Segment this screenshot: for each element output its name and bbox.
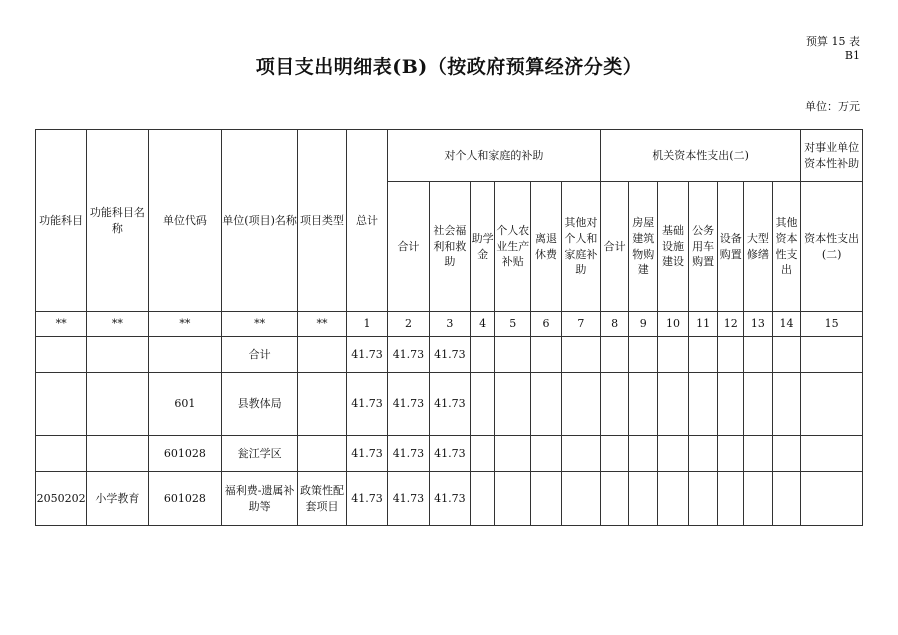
personal-total-cell: 41.73 <box>387 373 429 436</box>
expenditure-table <box>35 129 863 526</box>
func-code-cell <box>36 337 87 373</box>
total-cell: 41.73 <box>347 472 388 526</box>
header-project-type: 项目类型 <box>297 130 346 312</box>
header-other-capital: 其他资本性支出 <box>772 182 801 312</box>
header-equipment: 设备购置 <box>718 182 744 312</box>
func-code-cell <box>36 436 87 472</box>
social-welfare-cell: 41.73 <box>429 373 470 436</box>
social-welfare-cell: 41.73 <box>429 337 470 373</box>
table-row <box>36 472 863 526</box>
header-personal-total: 合计 <box>387 182 429 312</box>
header-infrastructure: 基础设施建设 <box>658 182 689 312</box>
header-group-enterprise: 对事业单位资本性补助 <box>801 130 863 182</box>
func-code-cell: 2050202 <box>36 472 87 526</box>
project-type-cell <box>297 373 346 436</box>
social-welfare-cell: 41.73 <box>429 472 470 526</box>
header-total: 总计 <box>347 130 388 312</box>
header-social-welfare: 社会福利和救助 <box>429 182 470 312</box>
index-cell: 11 <box>688 312 718 337</box>
header-building: 房屋建筑物购建 <box>629 182 658 312</box>
header-group-capital: 机关资本性支出(二) <box>600 130 801 182</box>
func-name-cell <box>87 373 148 436</box>
index-cell: ** <box>87 312 148 337</box>
unit-code-cell <box>148 337 222 373</box>
unit-code-cell: 601 <box>148 373 222 436</box>
table-code: 预算 15 表 B1 <box>806 35 860 62</box>
header-group-personal: 对个人和家庭的补助 <box>387 130 600 182</box>
index-cell: ** <box>148 312 222 337</box>
project-type-cell: 政策性配套项目 <box>297 472 346 526</box>
unit-code-cell: 601028 <box>148 436 222 472</box>
index-cell: 8 <box>600 312 629 337</box>
project-type-cell <box>297 337 346 373</box>
table-row <box>36 436 863 472</box>
index-cell: 14 <box>772 312 801 337</box>
header-func-code: 功能科目 <box>36 130 87 312</box>
personal-total-cell: 41.73 <box>387 337 429 373</box>
index-cell: 5 <box>495 312 531 337</box>
table-row <box>36 337 863 373</box>
header-unit-code: 单位代码 <box>148 130 222 312</box>
unit-name-cell: 福利费-遗属补助等 <box>222 472 298 526</box>
unit-code-cell: 601028 <box>148 472 222 526</box>
func-name-cell <box>87 337 148 373</box>
header-func-name: 功能科目名称 <box>87 130 148 312</box>
personal-total-cell: 41.73 <box>387 436 429 472</box>
index-cell: 3 <box>429 312 470 337</box>
unit-name-cell: 瓮江学区 <box>222 436 298 472</box>
index-cell: 10 <box>658 312 689 337</box>
index-cell: ** <box>36 312 87 337</box>
header-farm-subsidy: 个人农业生产补贴 <box>495 182 531 312</box>
table-row <box>36 373 863 436</box>
index-cell: 12 <box>718 312 744 337</box>
func-code-cell <box>36 373 87 436</box>
total-cell: 41.73 <box>347 436 388 472</box>
header-scholarship: 助学金 <box>470 182 495 312</box>
index-cell: 2 <box>387 312 429 337</box>
index-cell: 1 <box>347 312 388 337</box>
index-row <box>36 312 863 337</box>
total-cell: 41.73 <box>347 337 388 373</box>
unit-name-cell: 合计 <box>222 337 298 373</box>
total-cell: 41.73 <box>347 373 388 436</box>
header-row-group <box>36 130 863 182</box>
header-other-personal: 其他对个人和家庭补助 <box>561 182 600 312</box>
header-retirement: 离退休费 <box>531 182 562 312</box>
social-welfare-cell: 41.73 <box>429 436 470 472</box>
unit-label: 单位：万元 <box>805 100 860 113</box>
header-repair: 大型修缮 <box>744 182 773 312</box>
index-cell: 13 <box>744 312 773 337</box>
header-vehicle: 公务用车购置 <box>688 182 718 312</box>
func-name-cell: 小学教育 <box>87 472 148 526</box>
unit-name-cell: 县教体局 <box>222 373 298 436</box>
index-cell: 6 <box>531 312 562 337</box>
project-type-cell <box>297 436 346 472</box>
index-cell: ** <box>297 312 346 337</box>
index-cell: 7 <box>561 312 600 337</box>
index-cell: 15 <box>801 312 863 337</box>
func-name-cell <box>87 436 148 472</box>
header-capital-total: 合计 <box>600 182 629 312</box>
index-cell: 9 <box>629 312 658 337</box>
index-cell: ** <box>222 312 298 337</box>
personal-total-cell: 41.73 <box>387 472 429 526</box>
header-unit-name: 单位(项目)名称 <box>222 130 298 312</box>
page-title: 项目支出明细表(B)（按政府预算经济分类） <box>255 56 643 78</box>
index-cell: 4 <box>470 312 495 337</box>
header-enterprise-capital: 资本性支出(二) <box>801 182 863 312</box>
